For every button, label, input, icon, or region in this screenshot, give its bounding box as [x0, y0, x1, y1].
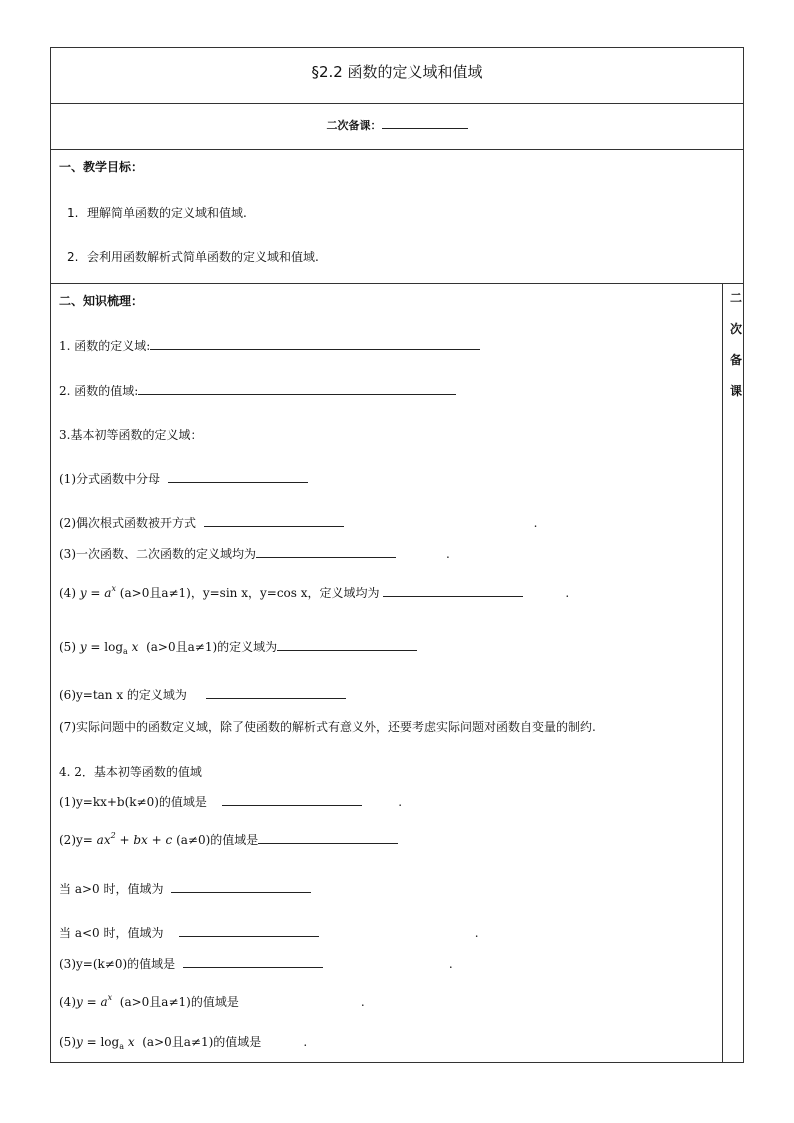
- answer-blank[interactable]: [138, 382, 456, 395]
- side-column-label: 二 次 备 课: [729, 291, 742, 398]
- answer-blank[interactable]: [179, 924, 319, 937]
- domain-item-4: (4) $y = a^x$ (a>0且a≠1)，y=sin x，y=cos x，定义域均为 .: [59, 584, 570, 600]
- divider: [51, 103, 743, 104]
- answer-blank[interactable]: [204, 514, 344, 527]
- answer-blank[interactable]: [383, 584, 523, 597]
- second-prep-blank[interactable]: [382, 116, 468, 129]
- range-item-5: $(5)y = \log_a x$ (a>0且a≠1)的值域是 .: [59, 1035, 308, 1051]
- domain-item-1: (1)分式函数中分母: [59, 470, 308, 487]
- answer-blank[interactable]: [150, 337, 480, 350]
- answer-blank[interactable]: [183, 955, 323, 968]
- answer-blank[interactable]: [258, 831, 398, 844]
- answer-blank[interactable]: [206, 686, 346, 699]
- range-item-4: $(4)y = a^x$ (a>0且a≠1)的值域是 .: [59, 993, 365, 1009]
- answer-blank[interactable]: [171, 880, 311, 893]
- second-prep-row: [51, 116, 743, 133]
- answer-blank[interactable]: [277, 638, 417, 651]
- divider: [51, 149, 743, 150]
- range-item-3: (3)y=(k≠0)的值域是 .: [59, 957, 453, 971]
- domain-item-3: (3)一次函数、二次函数的定义域均为 .: [59, 547, 450, 561]
- domain-item-6: (6)y=tan x 的定义域为: [59, 686, 346, 703]
- answer-blank[interactable]: [222, 793, 362, 806]
- domain-line: 1. 函数的定义域:: [59, 337, 480, 354]
- answer-blank[interactable]: [256, 545, 396, 558]
- basic-domain-title: 3.基本初等函数的定义域：: [59, 428, 203, 442]
- range-line: 2. 函数的值域:: [59, 382, 456, 399]
- side-column-border: [722, 283, 723, 1062]
- lesson-plan-table: [50, 47, 744, 1063]
- section-heading-goals: 一、教学目标：: [59, 160, 144, 174]
- page-title: §2.2 函数的定义域和值域: [311, 63, 483, 81]
- goal-item: 1. 理解简单函数的定义域和值域.: [67, 206, 247, 220]
- section-heading-knowledge: 二、知识梳理：: [59, 294, 144, 308]
- range-item-1: (1)y=kx+b(k≠0)的值域是 .: [59, 795, 403, 809]
- goal-item: 2. 会利用函数解析式简单函数的定义域和值域.: [67, 250, 319, 264]
- domain-item-2: (2)偶次根式函数被开方式 .: [59, 516, 538, 530]
- range-item-2: $(2)y= ax^2$ + bx + c (a≠0)的值域是: [59, 831, 398, 848]
- basic-range-title: 4. 2．基本初等函数的值域: [59, 765, 202, 779]
- range-item-2a: 当 a>0 时，值域为: [59, 880, 311, 897]
- domain-item-5: (5) $y = \log_a x$ (a>0且a≠1)的定义域为: [59, 638, 417, 656]
- domain-item-7: (7)实际问题中的函数定义域，除了使函数的解析式有意义外，还要考虑实际问题对函数自变量的制约.: [59, 720, 596, 734]
- second-prep-label: 二次备课：: [326, 119, 382, 132]
- range-item-2b: 当 a<0 时，值域为 .: [59, 926, 479, 940]
- divider: [51, 283, 743, 284]
- answer-blank[interactable]: [168, 470, 308, 483]
